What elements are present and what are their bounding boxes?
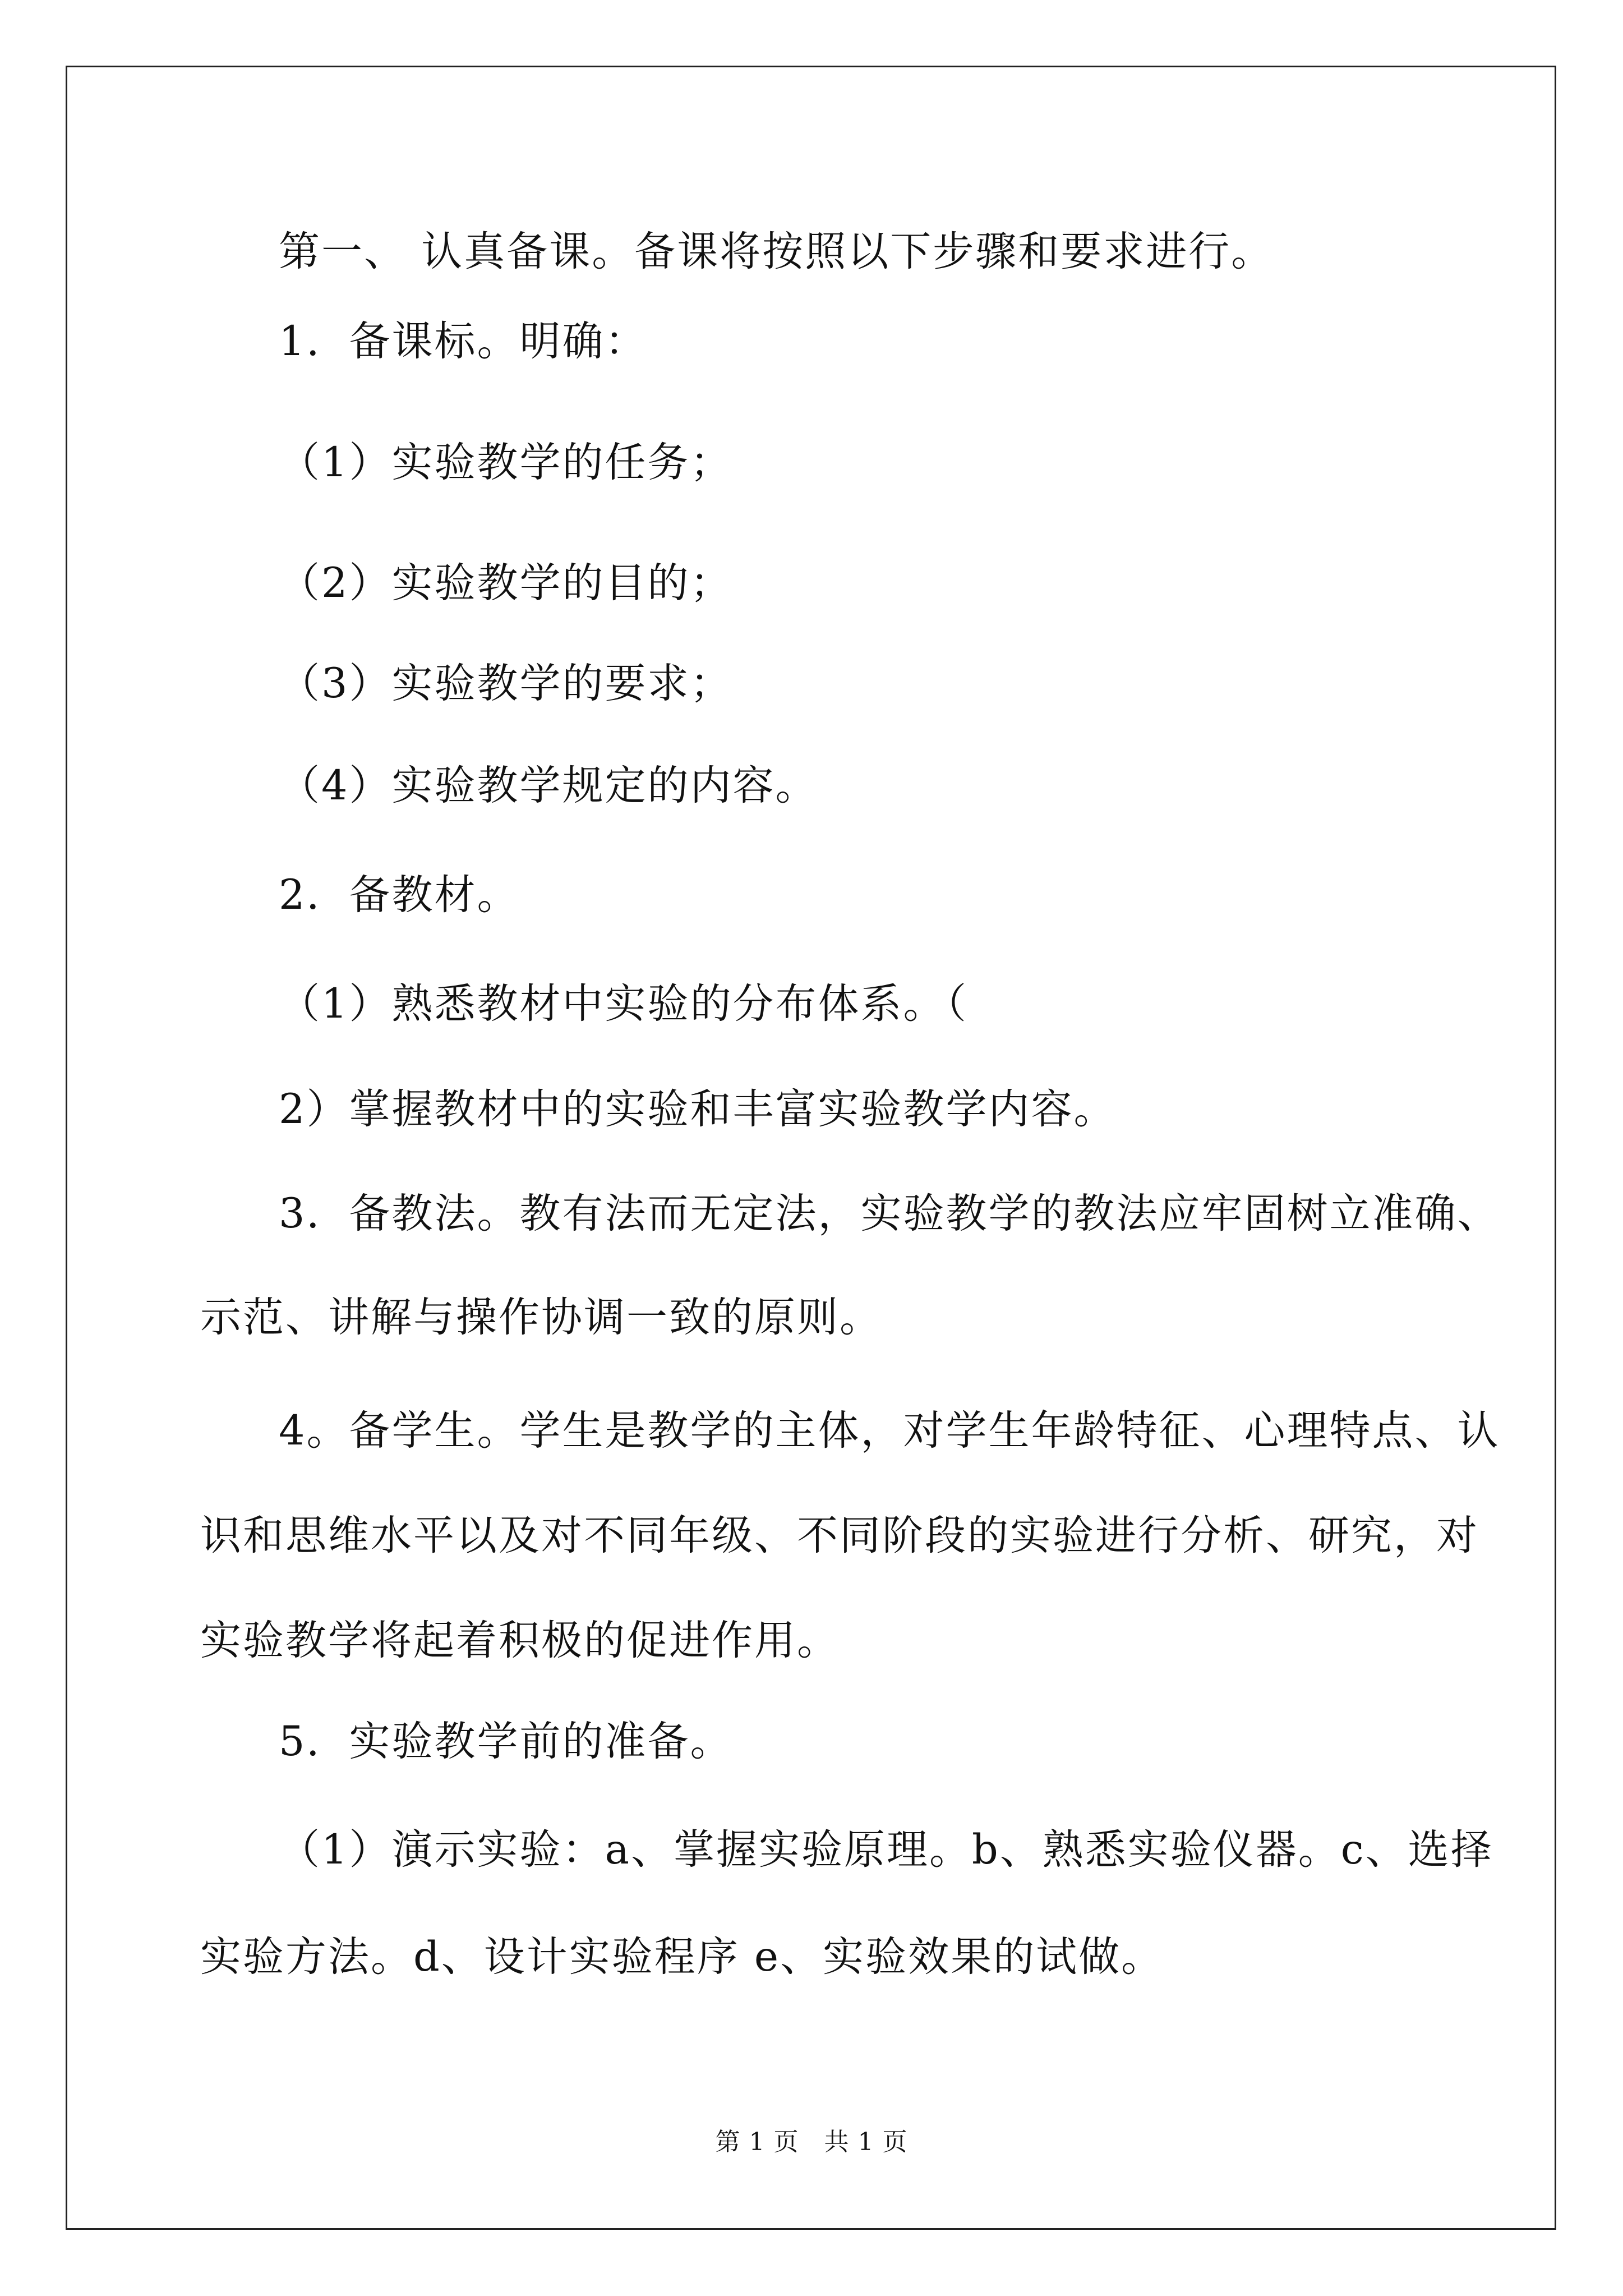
subitem-line: （1）演示实验：a、掌握实验原理。b、熟悉实验仪器。c、选择	[279, 1826, 1493, 1874]
subitem-line: （1）熟悉教材中实验的分布体系。（	[279, 980, 968, 1028]
subitem-line: （3）实验教学的要求；	[279, 660, 733, 707]
paragraph-line: 2）掌握教材中的实验和丰富实验教学内容。	[279, 1085, 1117, 1133]
paragraph-line: 识和思维水平以及对不同年级、不同阶段的实验进行分析、研究，对	[200, 1512, 1479, 1559]
item-4-line: 4。备学生。学生是教学的主体，对学生年龄特征、心理特点、认	[279, 1407, 1500, 1455]
heading-line: 第一、 认真备课。备课将按照以下步骤和要求进行。	[279, 228, 1274, 275]
item-3-line: 3．备教法。教有法而无定法，实验教学的教法应牢固树立准确、	[279, 1190, 1500, 1237]
paragraph-line: 实验方法。d、设计实验程序 e、实验效果的试做。	[200, 1933, 1164, 1981]
subitem-line: （1）实验教学的任务；	[279, 439, 733, 486]
page-border	[66, 66, 1556, 2230]
item-2-line: 2．备教材。	[279, 871, 520, 919]
page-number-footer: 第 1 页 共 1 页	[715, 2128, 908, 2156]
item-5-line: 5．实验教学前的准备。	[279, 1718, 733, 1765]
item-1-line: 1．备课标。明确：	[279, 318, 648, 365]
paragraph-line: 示范、讲解与操作协调一致的原则。	[200, 1294, 882, 1341]
subitem-line: （4）实验教学规定的内容。	[279, 762, 818, 809]
paragraph-line: 实验教学将起着积极的促进作用。	[200, 1617, 840, 1664]
subitem-line: （2）实验教学的目的；	[279, 559, 733, 607]
